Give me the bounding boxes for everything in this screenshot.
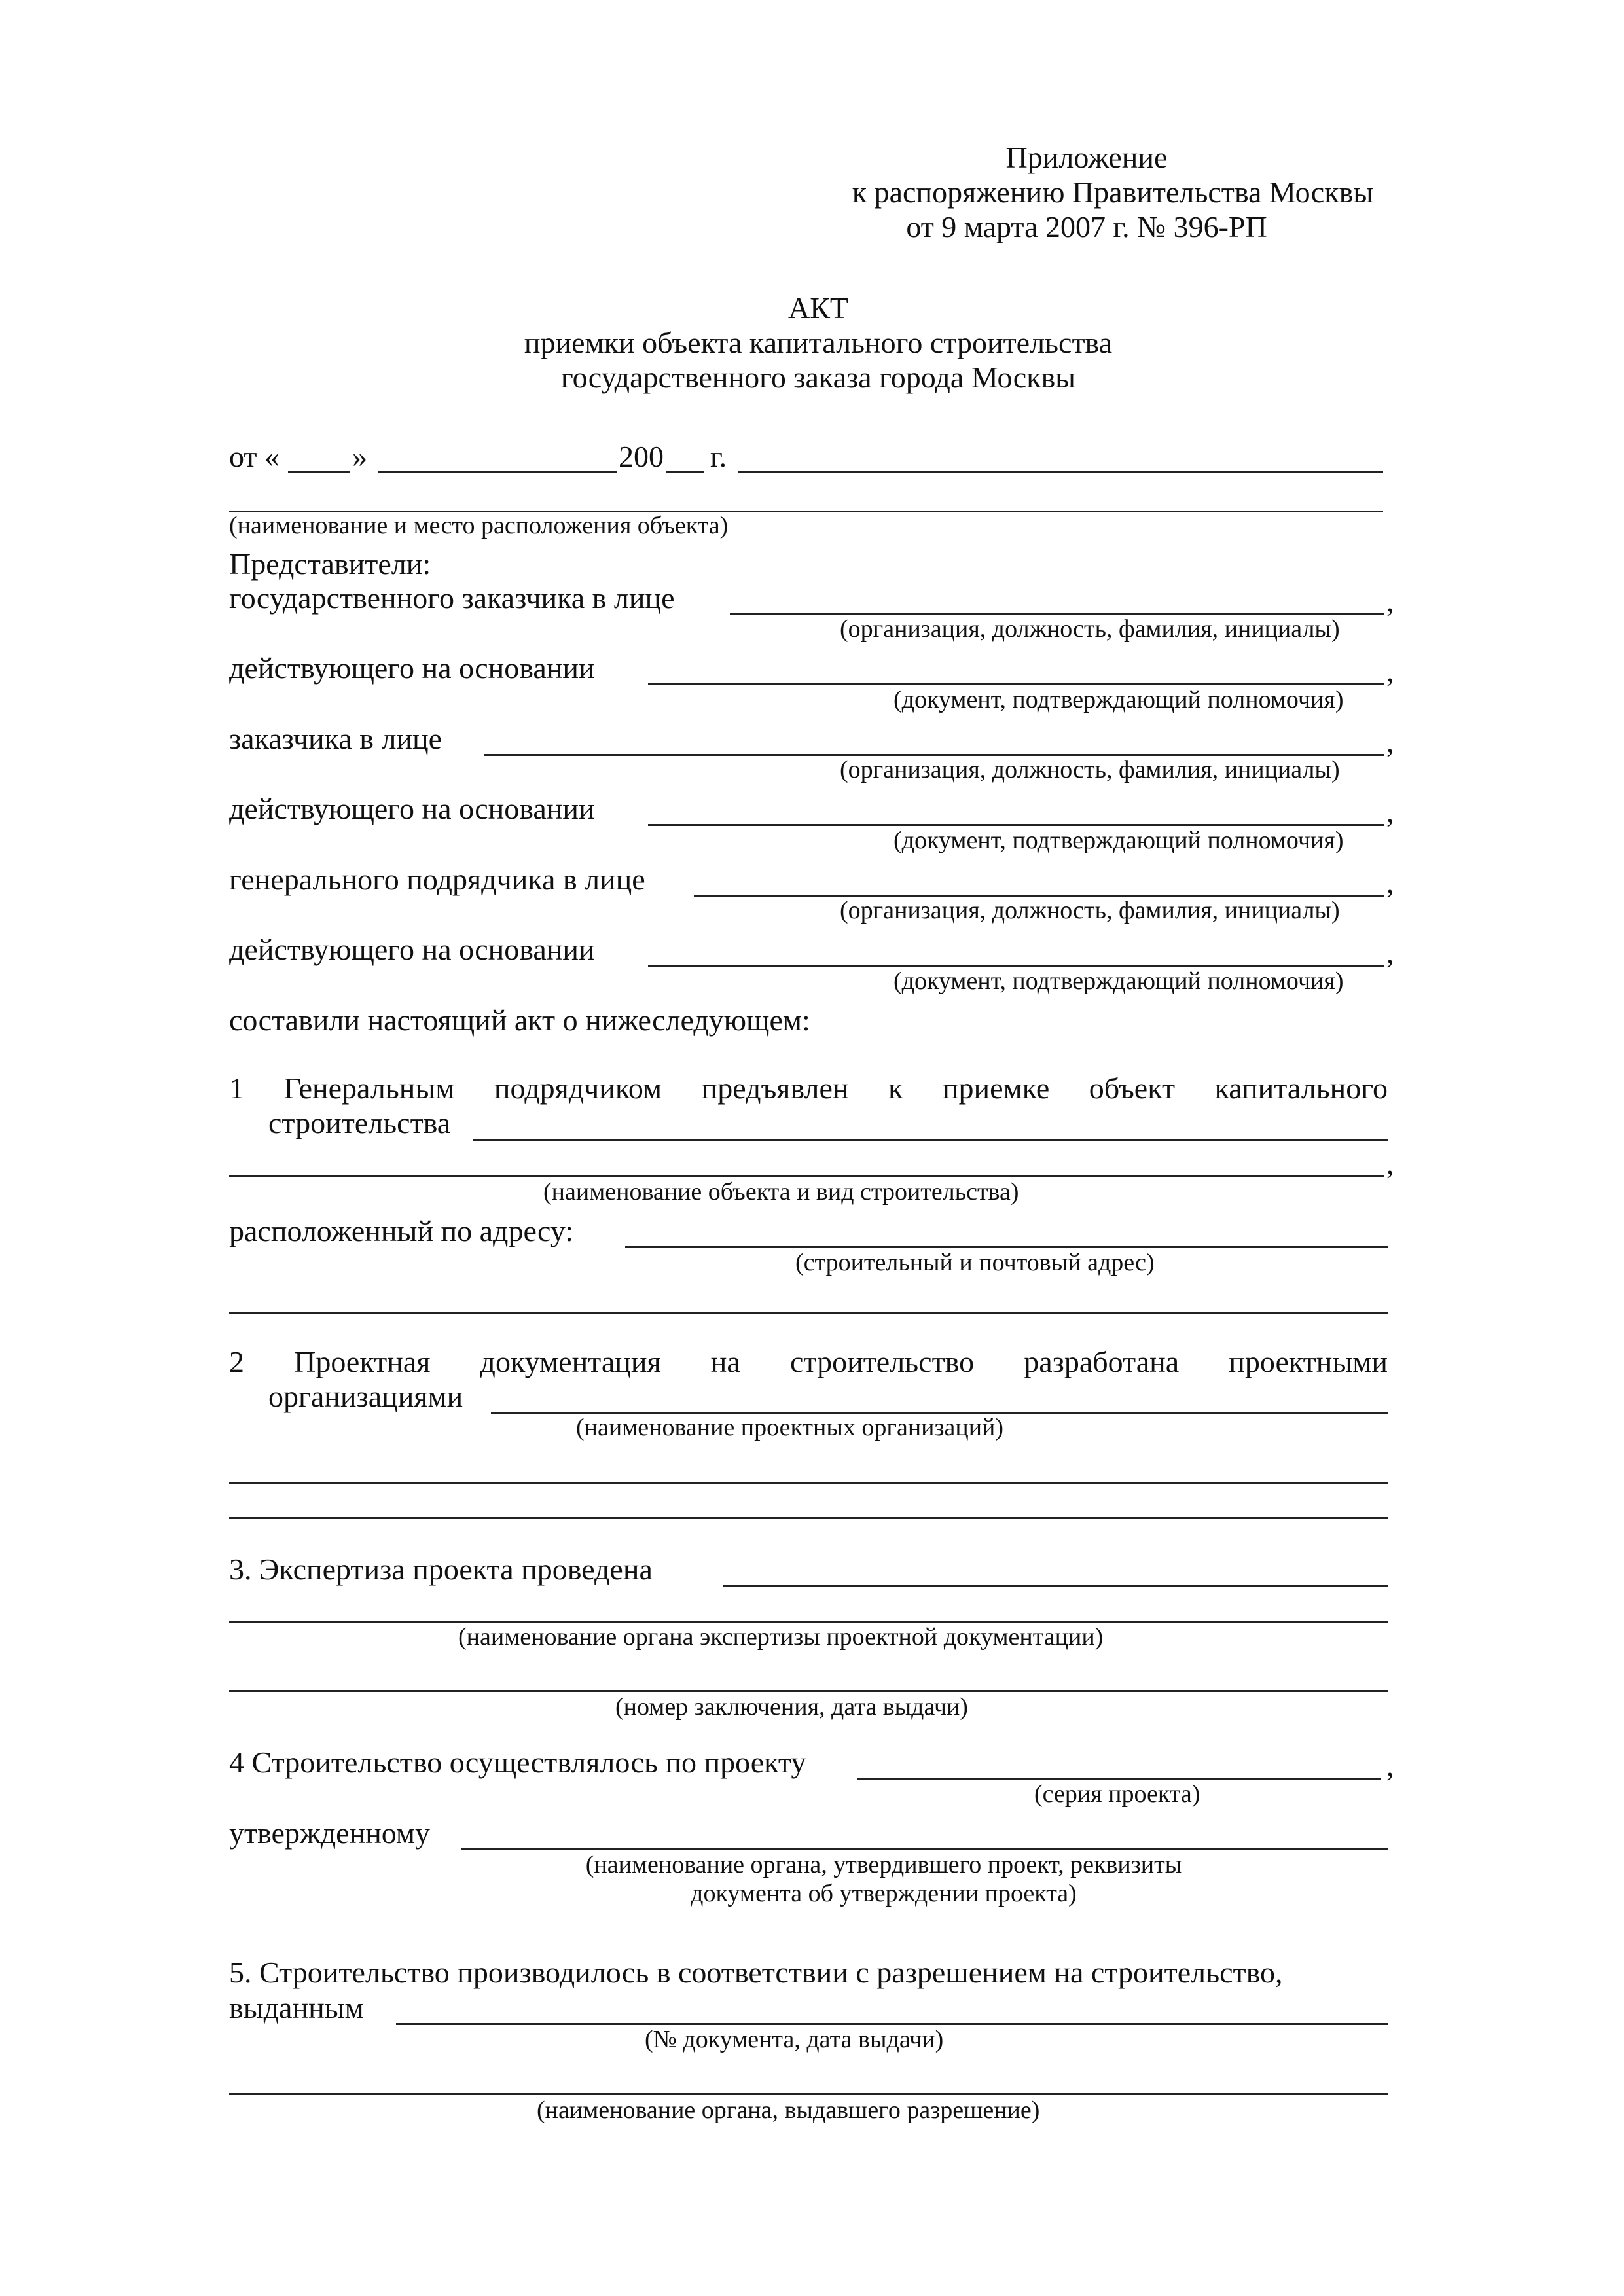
permit-issuer-field[interactable] bbox=[229, 2093, 1388, 2095]
acting-basis-field[interactable] bbox=[648, 965, 1384, 967]
date-prefix: от « bbox=[229, 440, 280, 473]
caption-design-orgs: (наименование проектных организаций) bbox=[576, 1414, 1004, 1441]
address-field-2[interactable] bbox=[229, 1312, 1388, 1314]
appendix-header bbox=[838, 141, 1388, 245]
date-day-field[interactable] bbox=[288, 471, 350, 473]
acting-basis-label: действующего на основании bbox=[229, 792, 595, 825]
section-2-line-1: 2 Проектная документация на строительство разработана проектными bbox=[229, 1345, 1388, 1378]
caption-address: (строительный и почтовый адрес) bbox=[795, 1249, 1155, 1276]
date-month-field[interactable] bbox=[378, 471, 617, 473]
state-customer-label: государственного заказчика в лице bbox=[229, 581, 675, 615]
caption-permit-document: (№ документа, дата выдачи) bbox=[645, 2026, 944, 2053]
document-title bbox=[393, 291, 1244, 395]
issued-label: выданным bbox=[229, 1991, 364, 2024]
compiled-statement: составили настоящий акт о нижеследующем: bbox=[229, 1003, 810, 1037]
object-name-field-2[interactable] bbox=[229, 1175, 1384, 1177]
customer-label: заказчика в лице bbox=[229, 722, 442, 755]
comma: , bbox=[1386, 725, 1394, 759]
date-year-suffix-field[interactable] bbox=[666, 471, 704, 473]
object-caption: (наименование и место расположения объекта) bbox=[229, 512, 729, 539]
expertise-field-2[interactable] bbox=[229, 1621, 1388, 1623]
general-contractor-label: генерального подрядчика в лице bbox=[229, 863, 645, 896]
appendix-order-ref: к распоряжению Правительства Москвы bbox=[852, 175, 1374, 209]
design-org-field-3[interactable] bbox=[229, 1517, 1388, 1519]
caption-organization: (организация, должность, фамилия, инициалы) bbox=[840, 615, 1340, 643]
caption-organization: (организация, должность, фамилия, инициалы) bbox=[840, 897, 1340, 924]
caption-organization: (организация, должность, фамилия, инициалы) bbox=[840, 756, 1340, 783]
expertise-field-3[interactable] bbox=[229, 1690, 1388, 1692]
section-5-line-1: 5. Строительство производилось в соответствии с разрешением на строительство, bbox=[229, 1956, 1283, 1989]
caption-project-series: (серия проекта) bbox=[1034, 1780, 1200, 1808]
date-year-unit: г. bbox=[710, 440, 727, 473]
title-subtitle-2: государственного заказа города Москвы bbox=[560, 360, 1076, 394]
design-org-field-2[interactable] bbox=[229, 1482, 1388, 1484]
appendix-title: Приложение bbox=[1005, 141, 1168, 174]
approved-label: утвержденному bbox=[229, 1816, 431, 1850]
representatives-heading: Представители: bbox=[229, 547, 431, 581]
section-1-line-1: 1 Генеральным подрядчиком предъявлен к приемке объект капитального bbox=[229, 1071, 1388, 1105]
caption-authority-document: (документ, подтверждающий полномочия) bbox=[893, 827, 1344, 854]
permit-field[interactable] bbox=[396, 2023, 1388, 2025]
address-label: расположенный по адресу: bbox=[229, 1214, 573, 1247]
caption-authority-document: (документ, подтверждающий полномочия) bbox=[893, 967, 1344, 995]
comma: , bbox=[1386, 866, 1394, 899]
acting-basis-label: действующего на основании bbox=[229, 933, 595, 966]
section-2-line-2: организациями bbox=[268, 1380, 463, 1413]
section-4-line-1: 4 Строительство осуществлялось по проекту bbox=[229, 1746, 806, 1779]
caption-permit-issuer: (наименование органа, выдавшего разрешение) bbox=[537, 2096, 1040, 2124]
object-field-1[interactable] bbox=[738, 471, 1383, 473]
acting-basis-label: действующего на основании bbox=[229, 651, 595, 685]
date-quote-close: » bbox=[352, 440, 367, 473]
caption-conclusion: (номер заключения, дата выдачи) bbox=[615, 1693, 968, 1721]
caption-object-type: (наименование объекта и вид строительства) bbox=[543, 1178, 1019, 1206]
caption-approval bbox=[524, 1851, 1244, 1908]
title-subtitle-1: приемки объекта капитального строительства bbox=[524, 325, 1113, 359]
comma: , bbox=[1386, 795, 1394, 829]
acting-basis-field[interactable] bbox=[648, 824, 1384, 826]
section-1-line-2: строительства bbox=[268, 1106, 451, 1139]
date-year: 200 bbox=[619, 440, 664, 473]
project-series-field[interactable] bbox=[857, 1778, 1381, 1780]
comma: , bbox=[1386, 655, 1394, 688]
address-field-1[interactable] bbox=[625, 1246, 1388, 1248]
object-name-field-1[interactable] bbox=[473, 1139, 1388, 1141]
expertise-field-1[interactable] bbox=[723, 1585, 1388, 1587]
approved-field[interactable] bbox=[461, 1848, 1388, 1850]
caption-authority-document: (документ, подтверждающий полномочия) bbox=[893, 686, 1344, 713]
comma: , bbox=[1386, 1749, 1394, 1782]
comma: , bbox=[1386, 1147, 1394, 1180]
comma: , bbox=[1386, 584, 1394, 618]
title-main: АКТ bbox=[788, 291, 848, 325]
acting-basis-field[interactable] bbox=[648, 683, 1384, 685]
caption-approval-line-1: (наименование органа, утвердившего проект, реквизиты bbox=[585, 1851, 1182, 1878]
appendix-date-number: от 9 марта 2007 г. № 396-РП bbox=[906, 209, 1267, 243]
caption-expertise-body: (наименование органа экспертизы проектной документации) bbox=[458, 1623, 1104, 1651]
section-3-line-1: 3. Экспертиза проекта проведена bbox=[229, 1552, 653, 1586]
comma: , bbox=[1386, 936, 1394, 969]
caption-approval-line-2: документа об утверждении проекта) bbox=[691, 1879, 1077, 1907]
